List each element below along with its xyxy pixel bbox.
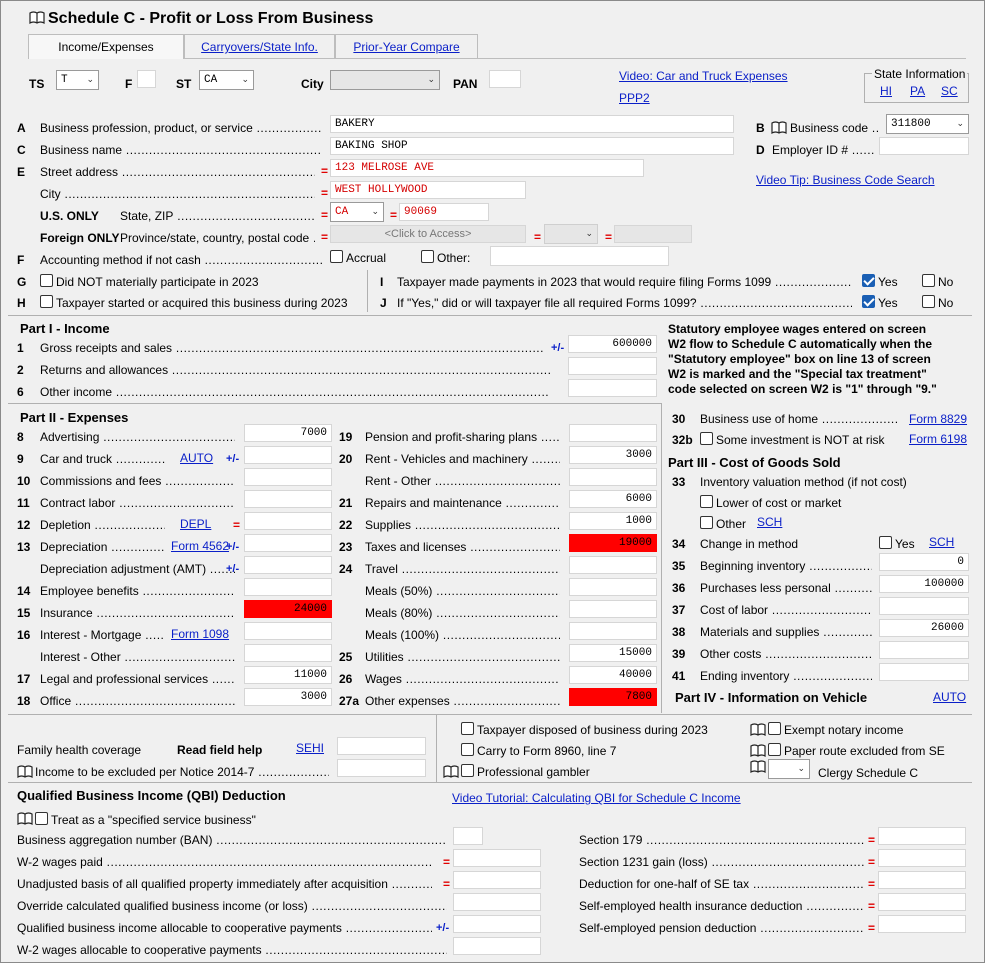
a-label: Business profession, product, or service ..... bbox=[40, 121, 322, 135]
i-no-checkbox[interactable] bbox=[922, 274, 935, 287]
amount-input[interactable]: 24000 bbox=[244, 600, 332, 618]
line-label: Beginning inventory ..... bbox=[700, 559, 872, 573]
qbi-label: W-2 wages paid ..... bbox=[17, 855, 432, 869]
qbi-label: W-2 wages allocable to cooperative payments ..... bbox=[17, 943, 447, 957]
calc-mark: = bbox=[868, 877, 876, 891]
line-label: Interest - Other ..... bbox=[40, 650, 235, 664]
j-yes-checkbox[interactable] bbox=[862, 295, 875, 308]
g-label: Did NOT materially participate in 2023 bbox=[56, 275, 259, 289]
line-number: 6 bbox=[17, 385, 24, 399]
amount-input[interactable]: 0 bbox=[879, 553, 969, 571]
yes-label: Yes bbox=[895, 537, 915, 551]
line-number: 9 bbox=[17, 452, 24, 466]
tab-carryovers[interactable] bbox=[184, 34, 335, 58]
tab-label: Income/Expenses bbox=[58, 40, 154, 54]
qbi-input[interactable] bbox=[878, 871, 966, 889]
line-number: 11 bbox=[17, 496, 30, 510]
business-name-input[interactable]: BAKING SHOP bbox=[330, 137, 734, 155]
line-label: Repairs and maintenance ..... bbox=[365, 496, 560, 510]
line-label: Meals (50%) ..... bbox=[365, 584, 560, 598]
amount-input[interactable]: 1000 bbox=[569, 512, 657, 530]
amount-input[interactable] bbox=[244, 534, 332, 552]
line-label: Returns and allowances ..... bbox=[40, 363, 550, 377]
auto-link[interactable]: AUTO bbox=[933, 690, 967, 704]
line-label: Insurance ..... bbox=[40, 606, 235, 620]
sstb-label: Treat as a "specified service business" bbox=[51, 813, 256, 827]
f-input[interactable] bbox=[137, 70, 156, 88]
book-icon[interactable] bbox=[750, 760, 766, 773]
note-line: W2 is marked and the "Special tax treatment" bbox=[668, 367, 927, 381]
qbi-label: Unadjusted basis of all qualified property immediately after acquisition ..... bbox=[17, 877, 432, 891]
sch-link[interactable]: SCH bbox=[929, 535, 955, 549]
note-line: "Statutory employee" box on line 13 of screen bbox=[668, 352, 931, 366]
business-code-value: 311800 bbox=[891, 118, 931, 130]
line-number: 23 bbox=[339, 540, 353, 554]
line-number: 14 bbox=[17, 584, 31, 598]
line-label: Travel ..... bbox=[365, 562, 560, 576]
read-help-label: Read field help bbox=[177, 743, 263, 757]
gambler-label: Professional gambler bbox=[477, 765, 590, 779]
line-label: Other income ..... bbox=[40, 385, 550, 399]
amount-input[interactable] bbox=[244, 512, 332, 530]
amount-input[interactable] bbox=[244, 556, 332, 574]
city-input[interactable]: WEST HOLLYWOOD bbox=[330, 181, 526, 199]
amount-input[interactable] bbox=[568, 357, 657, 375]
amount-input[interactable] bbox=[244, 468, 332, 486]
clergy-select[interactable] bbox=[768, 759, 810, 779]
qbi-input[interactable] bbox=[453, 937, 541, 955]
line-number: 41 bbox=[672, 669, 686, 683]
d-label: Employer ID # ..... bbox=[772, 143, 874, 157]
started-business-checkbox[interactable] bbox=[40, 295, 53, 308]
book-icon[interactable] bbox=[750, 744, 766, 757]
line-label: Pension and profit-sharing plans ..... bbox=[365, 430, 560, 444]
amount-input[interactable]: 40000 bbox=[569, 666, 657, 684]
line-label: Rent - Other ..... bbox=[365, 474, 560, 488]
part4-title: Part IV - Information on Vehicle bbox=[675, 690, 868, 705]
qbi-label: Qualified business income allocable to cooperative payments ..... bbox=[17, 921, 432, 935]
lower-cost-label: Lower of cost or market bbox=[716, 496, 842, 510]
foreign-only-label: Foreign ONLY bbox=[40, 231, 120, 245]
line-letter: J bbox=[380, 296, 387, 310]
j-label: If "Yes," did or will taxpayer file all required Forms 1099? ..... bbox=[397, 296, 852, 310]
amount-input[interactable]: 6000 bbox=[569, 490, 657, 508]
paper-route-checkbox[interactable] bbox=[768, 743, 781, 756]
note-line: W2 flow to Schedule C automatically when the bbox=[668, 337, 933, 351]
qbi-input[interactable] bbox=[878, 827, 966, 845]
disposed-checkbox[interactable] bbox=[461, 722, 474, 735]
calc-mark: = bbox=[868, 921, 876, 935]
statutory-note bbox=[668, 322, 968, 397]
accrual-label: Accrual bbox=[346, 251, 387, 265]
video-tip-link[interactable]: Video Tip: Business Code Search bbox=[756, 173, 935, 187]
qbi-input[interactable] bbox=[878, 893, 966, 911]
line-number: 27a bbox=[339, 694, 360, 708]
street-address-input[interactable]: 123 MELROSE AVE bbox=[330, 159, 644, 177]
line-number: 32b bbox=[672, 433, 693, 447]
family-health-input[interactable] bbox=[337, 737, 426, 755]
state-info-label: State Information bbox=[874, 67, 966, 81]
calc-mark: = bbox=[390, 208, 398, 222]
calc-mark: = bbox=[233, 518, 241, 532]
h-label: Taxpayer started or acquired this business during 2023 bbox=[56, 296, 348, 310]
clergy-label: Clergy Schedule C bbox=[818, 766, 919, 780]
qbi-input[interactable] bbox=[453, 915, 541, 933]
line-letter: C bbox=[17, 143, 26, 157]
calc-mark: = bbox=[443, 877, 451, 891]
amount-input[interactable] bbox=[244, 578, 332, 596]
calc-mark: +/- bbox=[226, 541, 240, 553]
chevron-down-icon: ⌄ bbox=[371, 207, 379, 217]
calc-mark: = bbox=[868, 899, 876, 913]
qbi-input[interactable] bbox=[878, 915, 966, 933]
book-icon[interactable] bbox=[29, 11, 45, 24]
line-label: Contract labor ..... bbox=[40, 496, 235, 510]
line-number: 19 bbox=[339, 430, 353, 444]
line-label: Supplies ..... bbox=[365, 518, 560, 532]
line-label: Utilities ..... bbox=[365, 650, 560, 664]
line-number: 26 bbox=[339, 672, 353, 686]
line-number: 24 bbox=[339, 562, 353, 576]
e-label: Street address ..... bbox=[40, 165, 315, 179]
amount-input[interactable] bbox=[244, 490, 332, 508]
zip-input[interactable]: 90069 bbox=[399, 203, 489, 221]
ts-label: TS bbox=[29, 77, 45, 91]
disposed-label: Taxpayer disposed of business during 2023 bbox=[477, 723, 708, 737]
employer-id-input[interactable] bbox=[879, 137, 969, 155]
calc-mark: = bbox=[534, 230, 542, 244]
qbi-label: Business aggregation number (BAN) ..... bbox=[17, 833, 447, 847]
calc-mark: = bbox=[868, 833, 876, 847]
ts-select[interactable] bbox=[56, 70, 99, 90]
amount-input[interactable]: 7000 bbox=[244, 424, 332, 442]
notary-label: Exempt notary income bbox=[784, 723, 904, 737]
tab-label: Carryovers/State Info. bbox=[201, 40, 318, 54]
line-label: Meals (80%) ..... bbox=[365, 606, 560, 620]
line-number: 38 bbox=[672, 625, 686, 639]
amount-input[interactable] bbox=[569, 556, 657, 574]
amount-input[interactable] bbox=[568, 379, 657, 397]
line-label: Taxes and licenses ..... bbox=[365, 540, 560, 554]
yes-label: Yes bbox=[878, 275, 898, 289]
state-select[interactable] bbox=[330, 202, 384, 222]
business-profession-input[interactable]: BAKERY bbox=[330, 115, 734, 133]
calc-mark: = bbox=[868, 855, 876, 869]
line-label: Cost of labor ..... bbox=[700, 603, 872, 617]
calc-mark: +/- bbox=[226, 563, 240, 575]
line-number: 39 bbox=[672, 647, 686, 661]
pan-label: PAN bbox=[453, 77, 478, 91]
amount-input[interactable]: 3000 bbox=[244, 688, 332, 706]
line-label: Depletion ..... bbox=[40, 518, 165, 532]
no-label: No bbox=[938, 275, 954, 289]
not-at-risk-checkbox[interactable] bbox=[700, 432, 713, 445]
amount-input[interactable]: 11000 bbox=[244, 666, 332, 684]
other-valuation-checkbox[interactable] bbox=[700, 516, 713, 529]
line-label: Materials and supplies ..... bbox=[700, 625, 872, 639]
line-label: Other costs ..... bbox=[700, 647, 872, 661]
line-number: 34 bbox=[672, 537, 686, 551]
line-number: 22 bbox=[339, 518, 353, 532]
part1-title: Part I - Income bbox=[20, 321, 110, 336]
country-select[interactable] bbox=[544, 224, 598, 244]
calc-mark: = bbox=[321, 208, 329, 222]
f-label: F bbox=[125, 77, 133, 91]
other-method-checkbox[interactable] bbox=[421, 250, 434, 263]
chevron-down-icon: ⌄ bbox=[427, 75, 435, 85]
tab-prior-year[interactable] bbox=[335, 34, 478, 58]
state-value: CA bbox=[335, 206, 349, 218]
c-label: Business name ..... bbox=[40, 143, 322, 157]
line-number: 35 bbox=[672, 559, 686, 573]
other-valuation-label: Other bbox=[716, 517, 747, 531]
hi-link[interactable]: HI bbox=[880, 84, 892, 98]
line-number: 12 bbox=[17, 518, 31, 532]
line-letter: H bbox=[17, 296, 26, 310]
tab-income-expenses[interactable] bbox=[28, 34, 184, 59]
qbi-label: Section 179 ..... bbox=[579, 833, 864, 847]
ts-value: T bbox=[61, 74, 68, 86]
other-method-label: Other: bbox=[437, 251, 471, 265]
other-method-input[interactable] bbox=[490, 246, 669, 266]
city-field-label: City ..... bbox=[40, 187, 315, 201]
line-number: 8 bbox=[17, 430, 24, 444]
amount-input[interactable] bbox=[244, 644, 332, 662]
carry-8960-label: Carry to Form 8960, line 7 bbox=[477, 744, 617, 758]
notice-label: Income to be excluded per Notice 2014-7 ..... bbox=[35, 765, 329, 779]
book-icon[interactable] bbox=[443, 765, 459, 778]
amount-input[interactable]: 19000 bbox=[569, 534, 657, 552]
qbi-video-link[interactable]: Video Tutorial: Calculating QBI for Schedule C Income bbox=[452, 791, 741, 805]
foreign-access-input[interactable]: <Click to Access> bbox=[330, 225, 526, 243]
line-number: 18 bbox=[17, 694, 31, 708]
l32-label: Some investment is NOT at risk bbox=[716, 433, 885, 447]
sc-link[interactable]: SC bbox=[941, 84, 958, 98]
calc-mark: = bbox=[321, 164, 329, 178]
yes-label: Yes bbox=[878, 296, 898, 310]
line-number: 15 bbox=[17, 606, 31, 620]
amount-input[interactable]: 26000 bbox=[879, 619, 969, 637]
amount-input[interactable] bbox=[569, 424, 657, 442]
st-select[interactable] bbox=[199, 70, 254, 90]
line-number: 25 bbox=[339, 650, 353, 664]
calc-mark: +/- bbox=[436, 922, 450, 934]
form-link[interactable]: AUTO bbox=[180, 451, 214, 465]
amount-input[interactable] bbox=[569, 578, 657, 596]
qbi-label: Self-employed health insurance deduction ..... bbox=[579, 899, 864, 913]
qbi-input[interactable] bbox=[453, 849, 541, 867]
line-letter: F bbox=[17, 253, 25, 267]
qbi-input[interactable] bbox=[453, 827, 483, 845]
sehi-link[interactable]: SEHI bbox=[296, 741, 325, 755]
city-label: City bbox=[301, 77, 324, 91]
part3-title: Part III - Cost of Goods Sold bbox=[668, 455, 841, 470]
amount-input[interactable] bbox=[569, 600, 657, 618]
ppp2-link[interactable]: PPP2 bbox=[619, 91, 650, 105]
line-label: Depreciation adjustment (AMT) ..... bbox=[40, 562, 235, 576]
postal-code-input[interactable] bbox=[614, 225, 692, 243]
form-link[interactable]: Form 1098 bbox=[171, 627, 230, 641]
calc-mark: +/- bbox=[226, 453, 240, 465]
amount-input[interactable] bbox=[879, 663, 969, 681]
st-label: ST bbox=[176, 77, 192, 91]
line-letter: E bbox=[17, 165, 26, 179]
book-icon[interactable] bbox=[750, 723, 766, 736]
gambler-checkbox[interactable] bbox=[461, 764, 474, 777]
calc-mark: = bbox=[321, 230, 329, 244]
line-label: Commissions and fees ..... bbox=[40, 474, 235, 488]
state-zip-label: State, ZIP ..... bbox=[120, 209, 315, 223]
pa-link[interactable]: PA bbox=[910, 84, 926, 98]
family-health-label: Family health coverage bbox=[17, 743, 142, 757]
line-label: Other expenses ..... bbox=[365, 694, 560, 708]
page-title: Schedule C - Profit or Loss From Business bbox=[48, 10, 374, 27]
paper-route-label: Paper route excluded from SE bbox=[784, 744, 945, 758]
amount-input[interactable]: 100000 bbox=[879, 575, 969, 593]
amount-input[interactable]: 15000 bbox=[569, 644, 657, 662]
calc-mark: = bbox=[443, 855, 451, 869]
line-letter: G bbox=[17, 275, 27, 289]
chevron-down-icon: ⌄ bbox=[241, 75, 249, 85]
city-select[interactable] bbox=[330, 70, 440, 90]
l33-label: Inventory valuation method (if not cost) bbox=[700, 475, 907, 489]
line-number: 20 bbox=[339, 452, 353, 466]
carry-8960-checkbox[interactable] bbox=[461, 743, 474, 756]
amount-input[interactable] bbox=[569, 622, 657, 640]
qbi-label: Self-employed pension deduction ..... bbox=[579, 921, 864, 935]
part2-title: Part II - Expenses bbox=[20, 410, 129, 425]
line-label: Employee benefits ..... bbox=[40, 584, 235, 598]
note-line: Statutory employee wages entered on screen bbox=[668, 322, 927, 336]
not-participate-checkbox[interactable] bbox=[40, 274, 53, 287]
note-line: code selected on screen W2 is "1" through "9." bbox=[668, 382, 937, 396]
change-method-yes-checkbox[interactable] bbox=[879, 536, 892, 549]
qbi-label: Section 1231 gain (loss) ..... bbox=[579, 855, 864, 869]
amount-input[interactable] bbox=[244, 622, 332, 640]
chevron-down-icon: ⌄ bbox=[585, 229, 593, 239]
calc-mark: +/- bbox=[551, 342, 565, 354]
amount-input[interactable]: 7800 bbox=[569, 688, 657, 706]
amount-input[interactable] bbox=[879, 597, 969, 615]
pan-input[interactable] bbox=[489, 70, 521, 88]
calc-mark: = bbox=[605, 230, 613, 244]
us-only-label: U.S. ONLY bbox=[40, 209, 99, 223]
amount-input[interactable]: 600000 bbox=[568, 335, 657, 353]
line-label: Gross receipts and sales ..... bbox=[40, 341, 545, 355]
book-icon[interactable] bbox=[771, 121, 787, 134]
video-car-link[interactable]: Video: Car and Truck Expenses bbox=[619, 69, 788, 83]
line-label: Car and truck ..... bbox=[40, 452, 165, 466]
line-number: 2 bbox=[17, 363, 24, 377]
amount-input[interactable] bbox=[879, 641, 969, 659]
b-label: Business code ..... bbox=[790, 121, 878, 135]
i-label: Taxpayer made payments in 2023 that would require filing Forms 1099 ..... bbox=[397, 275, 852, 289]
line-label: Ending inventory ..... bbox=[700, 669, 872, 683]
chevron-down-icon: ⌄ bbox=[956, 119, 964, 129]
line-number: 10 bbox=[17, 474, 31, 488]
notary-checkbox[interactable] bbox=[768, 722, 781, 735]
line-label: Wages ..... bbox=[365, 672, 560, 686]
notice-input[interactable] bbox=[337, 759, 426, 777]
qbi-title: Qualified Business Income (QBI) Deduction bbox=[17, 788, 286, 803]
qbi-input[interactable] bbox=[453, 871, 541, 889]
no-label: No bbox=[938, 296, 954, 310]
line-number: 36 bbox=[672, 581, 686, 595]
qbi-label: Deduction for one-half of SE tax ..... bbox=[579, 877, 864, 891]
form-link[interactable]: DEPL bbox=[180, 517, 212, 531]
line-number: 33 bbox=[672, 475, 686, 489]
line-label: Depreciation ..... bbox=[40, 540, 165, 554]
line-letter: D bbox=[756, 143, 765, 157]
qbi-label: Override calculated qualified business income (or loss) ..... bbox=[17, 899, 447, 913]
form-6198-link[interactable]: Form 6198 bbox=[909, 432, 968, 446]
book-icon[interactable] bbox=[17, 812, 33, 825]
l34-label: Change in method bbox=[700, 537, 799, 551]
line-label: Purchases less personal ..... bbox=[700, 581, 872, 595]
chevron-down-icon: ⌄ bbox=[797, 764, 805, 774]
qbi-input[interactable] bbox=[453, 893, 541, 911]
sch-link[interactable]: SCH bbox=[757, 515, 783, 529]
amount-input[interactable]: 3000 bbox=[569, 446, 657, 464]
line-number: 13 bbox=[17, 540, 31, 554]
line-number: 30 bbox=[672, 412, 686, 426]
line-number: 16 bbox=[17, 628, 31, 642]
line-label: Meals (100%) ..... bbox=[365, 628, 560, 642]
tab-label: Prior-Year Compare bbox=[353, 40, 460, 54]
line-label: Interest - Mortgage ..... bbox=[40, 628, 165, 642]
sstb-checkbox[interactable] bbox=[35, 812, 48, 825]
st-value: CA bbox=[204, 74, 218, 86]
line-number: 37 bbox=[672, 603, 686, 617]
line-label: Legal and professional services ..... bbox=[40, 672, 235, 686]
f-label: Accounting method if not cash ..... bbox=[40, 253, 322, 267]
foreign-label: Province/state, country, postal code ..... bbox=[120, 231, 315, 245]
amount-input[interactable] bbox=[244, 446, 332, 464]
line-letter: B bbox=[756, 121, 765, 135]
line-letter: A bbox=[17, 121, 26, 135]
line-number: 17 bbox=[17, 672, 31, 686]
line-label: Office ..... bbox=[40, 694, 235, 708]
amount-input[interactable] bbox=[569, 468, 657, 486]
line-number: 1 bbox=[17, 341, 24, 355]
calc-mark: = bbox=[321, 186, 329, 200]
j-no-checkbox[interactable] bbox=[922, 295, 935, 308]
line-number: 21 bbox=[339, 496, 353, 510]
form-8829-link[interactable]: Form 8829 bbox=[909, 412, 968, 426]
qbi-input[interactable] bbox=[878, 849, 966, 867]
line-letter: I bbox=[380, 275, 384, 289]
accrual-checkbox[interactable] bbox=[330, 250, 343, 263]
l30-label: Business use of home ..... bbox=[700, 412, 898, 426]
business-code-select[interactable] bbox=[886, 114, 969, 134]
form-link[interactable]: Form 4562 bbox=[171, 539, 230, 553]
i-yes-checkbox[interactable] bbox=[862, 274, 875, 287]
lower-cost-checkbox[interactable] bbox=[700, 495, 713, 508]
line-label: Rent - Vehicles and machinery ..... bbox=[365, 452, 560, 466]
line-label: Advertising ..... bbox=[40, 430, 235, 444]
book-icon[interactable] bbox=[17, 765, 33, 778]
chevron-down-icon: ⌄ bbox=[86, 75, 94, 85]
